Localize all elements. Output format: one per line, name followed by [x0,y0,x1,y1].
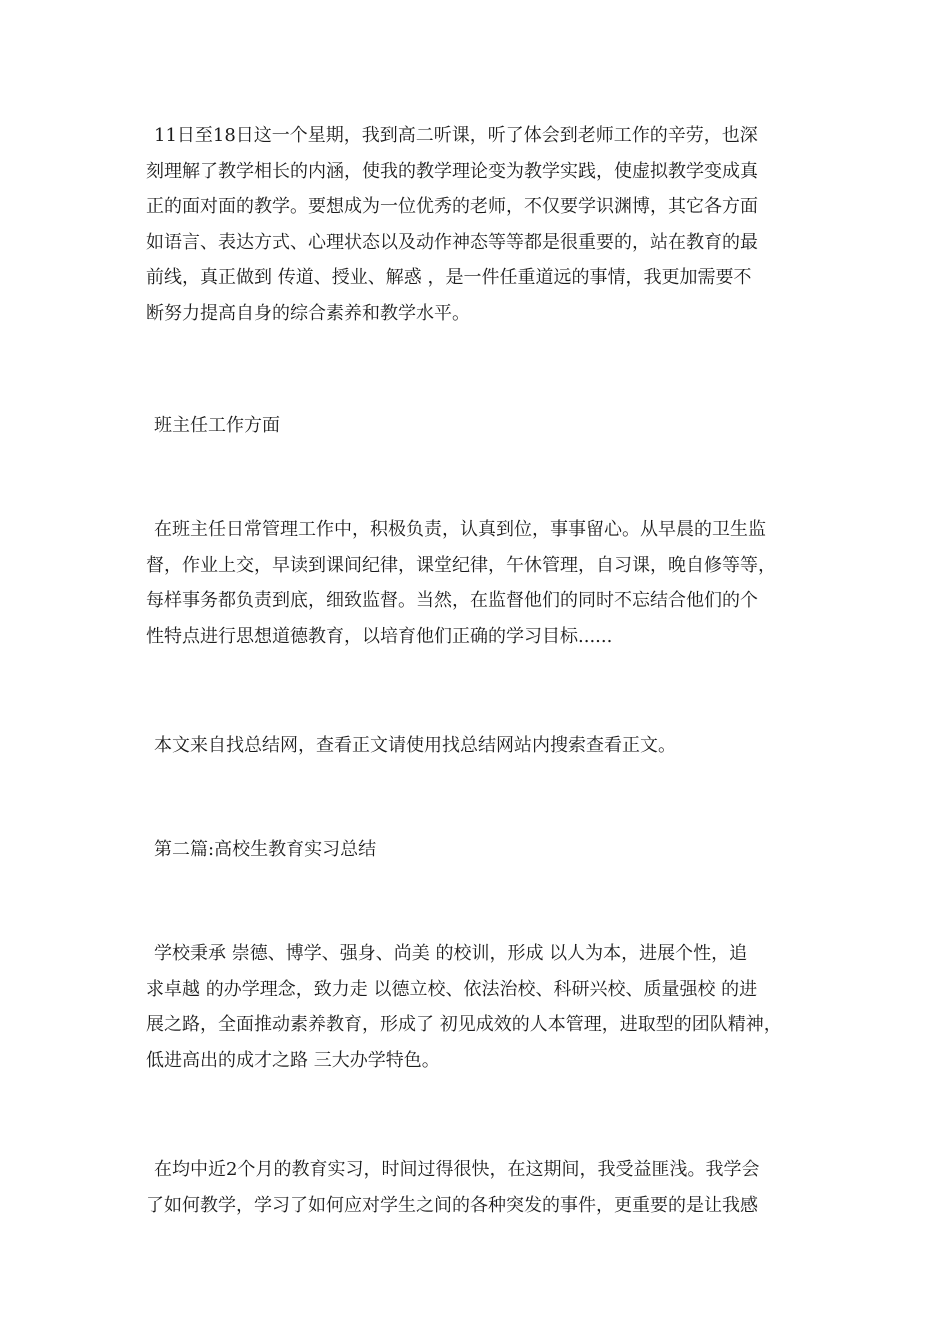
paragraph-line: 学校秉承 崇德、博学、强身、尚美 的校训，形成 以人为本，进展个性，追 [154,943,748,964]
paragraph-internship-reflection [146,1152,816,1223]
section-heading-class-teacher [146,408,816,444]
section-heading: 第二篇:高校生教育实习总结 [154,839,377,860]
section-heading-second-article [146,832,816,868]
section-heading: 班主任工作方面 [154,415,280,436]
paragraph-line: 展之路，全面推动素养教育，形成了 初见成效的人本管理，进取型的团队精神， [146,1014,782,1036]
paragraph-line: 督，作业上交，早读到课间纪律，课堂纪律，午休管理，自习课，晚自修等等， [146,554,776,576]
paragraph-line: 11日至18日这一个星期，我到高二听课，听了体会到老师工作的辛劳，也深 [154,125,758,146]
paragraph-line: 如语言、表达方式、心理状态以及动作神态等等都是很重要的，站在教育的最 [146,231,758,253]
paragraph-listening-experience [146,118,816,332]
paragraph-class-management [146,512,816,654]
paragraph-line: 性特点进行思想道德教育，以培育他们正确的学习目标...... [146,625,613,647]
paragraph-line: 断努力提高自身的综合素养和教学水平。 [146,302,470,324]
paragraph-line: 前线，真正做到 传道、授业、解惑 ，是一件任重道远的事情，我更加需要不 [146,267,752,289]
paragraph-line: 求卓越 的办学理念，致力走 以德立校、依法治校、科研兴校、质量强校 的进 [146,978,758,1000]
paragraph-line: 低进高出的成才之路 三大办学特色。 [146,1049,440,1071]
paragraph-line: 在均中近2个月的教育实习，时间过得很快，在这期间，我受益匪浅。我学会 [154,1159,760,1180]
paragraph-line: 正的面对面的教学。要想成为一位优秀的老师，不仅要学识渊博，其它各方面 [146,196,758,218]
paragraph-line: 刻理解了教学相长的内涵，使我的教学理论变为教学实践，使虚拟教学变成真 [146,160,758,182]
paragraph-line: 每样事务都负责到底，细致监督。当然，在监督他们的同时不忘结合他们的个 [146,590,758,612]
paragraph-source-note [146,728,816,764]
paragraph-line: 在班主任日常管理工作中，积极负责，认真到位，事事留心。从早晨的卫生监 [154,519,766,540]
paragraph-line: 本文来自找总结网，查看正文请使用找总结网站内搜索查看正文。 [154,735,676,756]
paragraph-school-motto [146,936,816,1078]
paragraph-line: 了如何教学，学习了如何应对学生之间的各种突发的事件，更重要的是让我感 [146,1194,758,1216]
